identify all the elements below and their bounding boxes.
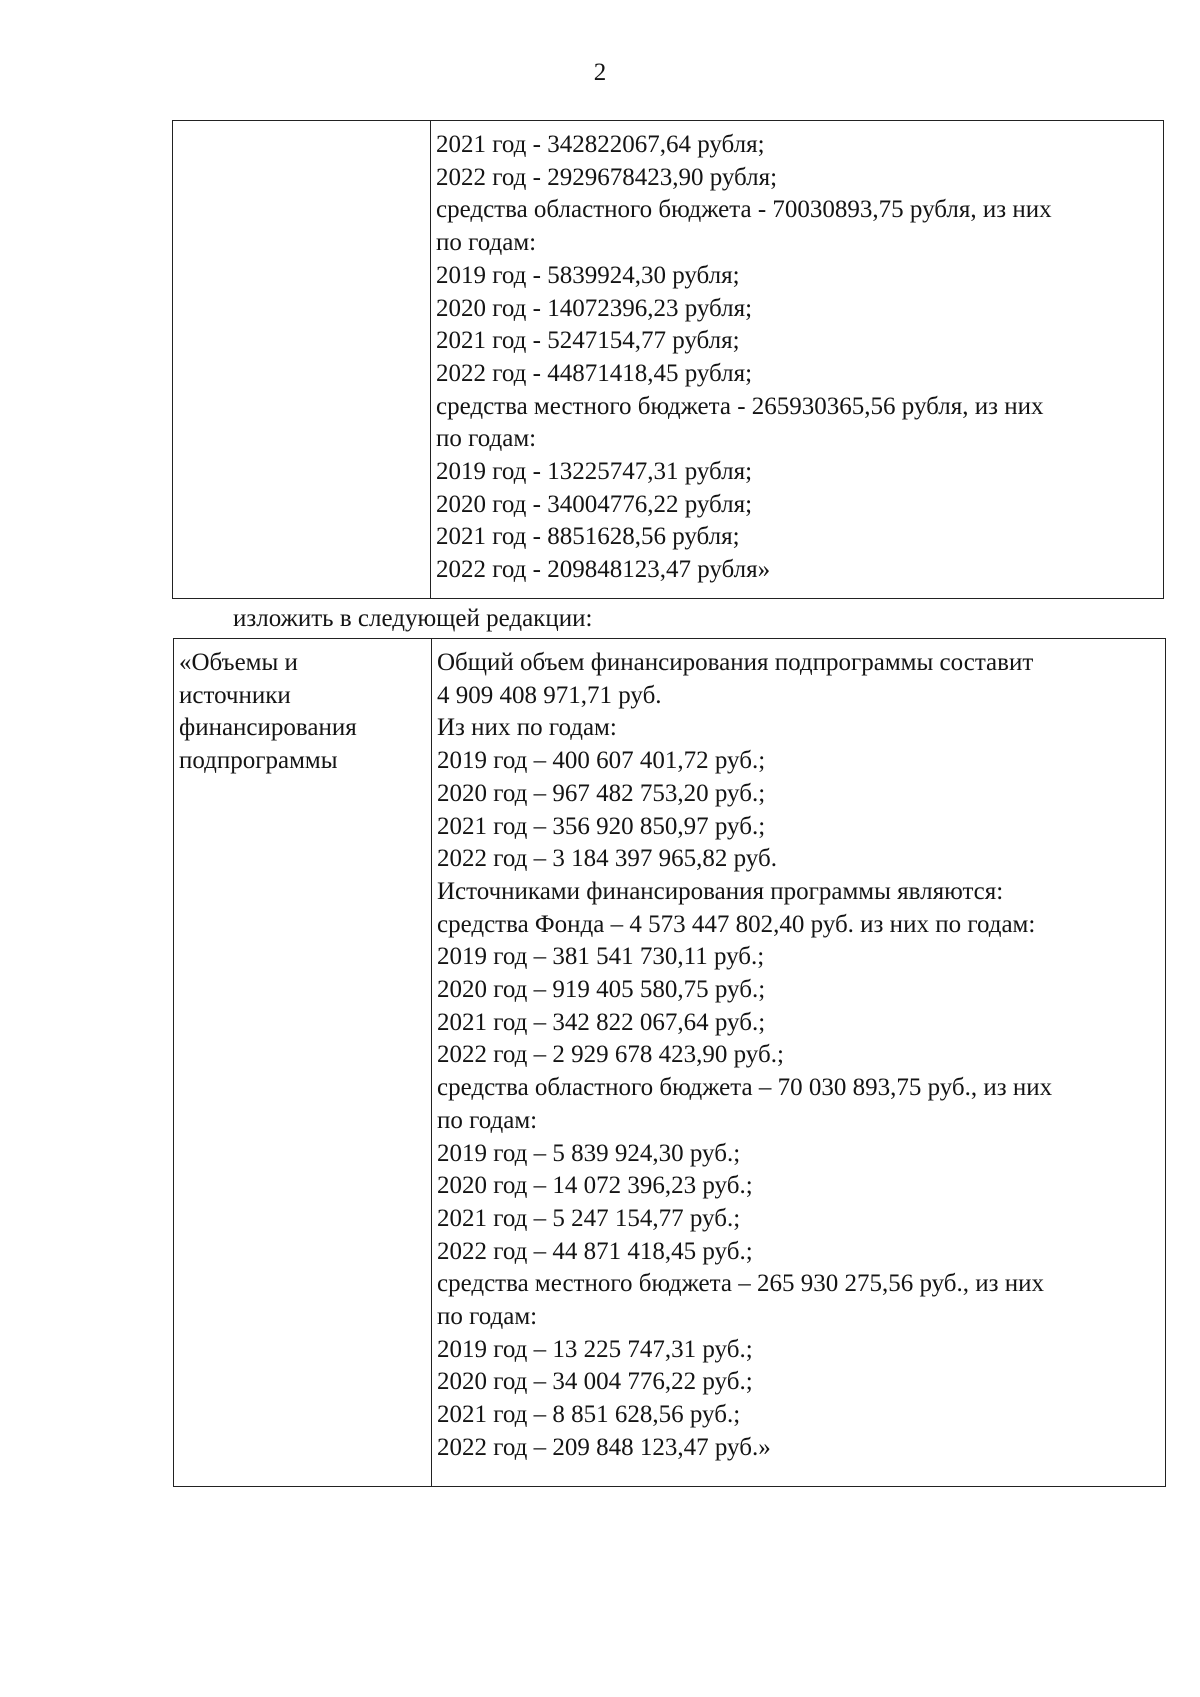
text-line: 2021 год - 5247154,77 рубля; (436, 327, 740, 355)
new-funding-table (173, 638, 1166, 1487)
text-line: 2019 год - 5839924,30 рубля; (436, 261, 740, 289)
table-row (173, 121, 1164, 599)
text-line: 2020 год – 34 004 776,22 руб.; (437, 1368, 753, 1396)
text-line: 2020 год – 14 072 396,23 руб.; (437, 1172, 753, 1200)
text-line: 4 909 408 971,71 руб. (437, 681, 662, 709)
table-left-cell (174, 639, 432, 1487)
text-line: Общий объем финансирования подпрограммы составит (437, 649, 1034, 676)
text-line: 2021 год – 5 247 154,77 руб.; (437, 1204, 741, 1232)
text-line: Источниками финансирования программы являются: (437, 877, 1004, 905)
text-line: 2019 год – 5 839 924,30 руб.; (437, 1139, 741, 1167)
text-line: 2021 год – 342 822 067,64 руб.; (437, 1008, 766, 1036)
text-line: по годам: (437, 1106, 538, 1134)
text-line: 2022 год – 44 871 418,45 руб.; (437, 1237, 753, 1265)
text-line: 2021 год – 356 920 850,97 руб.; (437, 812, 766, 840)
text-line: 2020 год - 34004776,22 рубля; (436, 490, 753, 518)
text-line: 2022 год - 44871418,45 рубля; (436, 359, 753, 387)
text-line: средства Фонда – 4 573 447 802,40 руб. из них по годам: (437, 910, 1036, 938)
text-line: 2021 год – 8 851 628,56 руб.; (437, 1401, 741, 1429)
text-line: 2019 год - 13225747,31 рубля; (436, 458, 753, 486)
table-row (174, 639, 1166, 1487)
text-line: 2022 год - 209848123,47 рубля» (436, 556, 771, 584)
text-line: 2022 год – 209 848 123,47 руб.» (437, 1433, 771, 1461)
row-heading-line: источники (179, 681, 291, 709)
text-line: 2022 год – 2 929 678 423,90 руб.; (437, 1041, 784, 1069)
text-line: 2020 год – 967 482 753,20 руб.; (437, 779, 766, 807)
table-right-cell (431, 121, 1164, 599)
row-heading-line: подпрограммы (179, 747, 338, 775)
text-line: средства местного бюджета - 265930365,56 рубля, из них (436, 392, 1044, 420)
text-line: по годам: (437, 1303, 538, 1331)
text-line: средства областного бюджета – 70 030 893,75 руб., из них (437, 1074, 1053, 1102)
row-heading-line: «Объемы и (179, 649, 298, 676)
text-line: 2021 год - 8851628,56 рубля; (436, 523, 740, 551)
text-line: 2019 год – 13 225 747,31 руб.; (437, 1335, 753, 1363)
page-number: 2 (593, 59, 607, 86)
text-line: 2019 год – 400 607 401,72 руб.; (437, 747, 766, 775)
text-line: средства местного бюджета – 265 930 275,56 руб., из них (437, 1270, 1045, 1298)
text-line: 2019 год – 381 541 730,11 руб.; (437, 943, 765, 971)
table-left-cell (173, 121, 431, 599)
text-line: по годам: (436, 425, 537, 453)
row-heading-line: финансирования (179, 714, 357, 742)
text-line: 2020 год – 919 405 580,75 руб.; (437, 976, 766, 1004)
text-line: 2022 год - 2929678423,90 рубля; (436, 163, 778, 191)
text-line: по годам: (436, 229, 537, 257)
text-line: средства областного бюджета - 70030893,75 рубля, из них (436, 196, 1052, 224)
text-line: Из них по годам: (437, 714, 617, 742)
intro-text: изложить в следующей редакции: (233, 605, 593, 632)
table-right-cell (432, 639, 1166, 1487)
text-line: 2022 год – 3 184 397 965,82 руб. (437, 845, 777, 873)
previous-funding-table (172, 120, 1164, 599)
text-line: 2020 год - 14072396,23 рубля; (436, 294, 753, 322)
text-line: 2021 год - 342822067,64 рубля; (436, 131, 765, 158)
